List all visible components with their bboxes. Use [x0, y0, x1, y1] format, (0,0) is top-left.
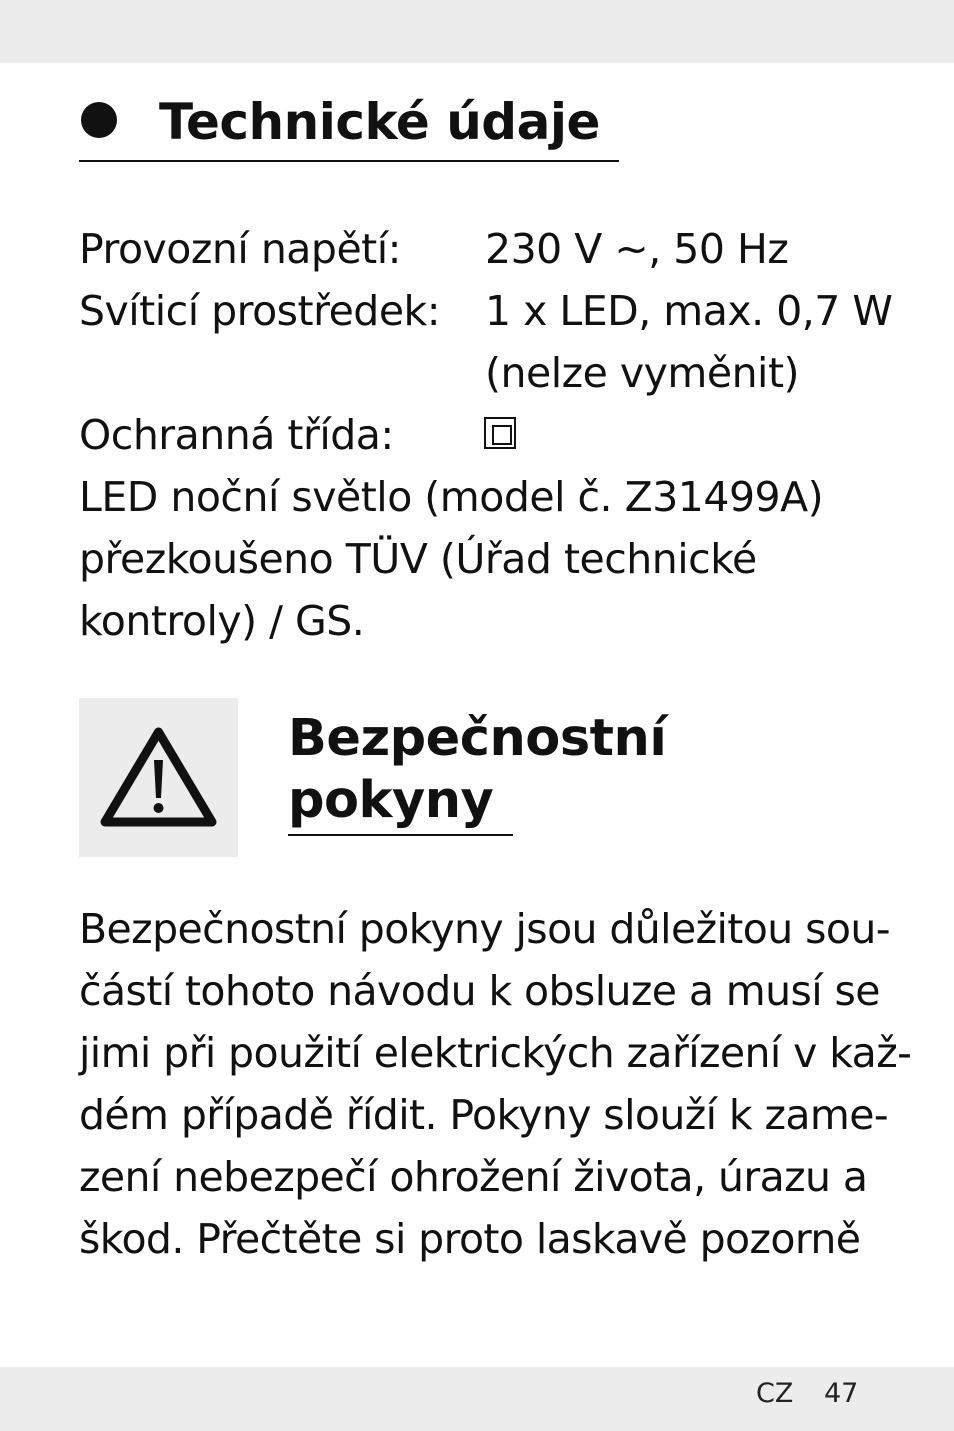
protection-class-label: Ochranná třída:	[79, 411, 394, 459]
section-title: Technické údaje	[159, 93, 600, 151]
paragraph-line: Bezpečnostní pokyny jsou důležitou sou-	[79, 905, 890, 953]
certification-line-1: LED noční světlo (model č. Z31499A)	[79, 473, 824, 521]
warning-triangle-icon	[79, 698, 238, 857]
section-heading-technical-data	[79, 88, 619, 162]
footer-language: CZ	[756, 1378, 794, 1409]
paragraph-line: částí tohoto návodu k obsluze a musí se	[79, 967, 880, 1015]
bullet-icon	[81, 102, 117, 138]
paragraph-line: zení nebezpečí ohrožení života, úrazu a	[79, 1153, 868, 1201]
voltage-value: 230 V ~, 50 Hz	[485, 225, 789, 273]
paragraph-line: jimi při použití elektrických zařízení v kaž-	[79, 1029, 912, 1077]
title-underline	[288, 834, 513, 836]
safety-title-line-2: pokyny	[288, 771, 494, 830]
class-ii-double-square-icon	[484, 417, 516, 449]
safety-title-line-1: Bezpečnostní	[288, 709, 667, 768]
certification-line-3: kontroly) / GS.	[79, 597, 365, 645]
lamp-label: Svíticí prostředek:	[79, 287, 441, 335]
page-number: 47	[824, 1378, 859, 1409]
paragraph-line: dém případě řídit. Pokyny slouží k zame-	[79, 1091, 889, 1139]
paragraph-line: škod. Přečtěte si proto laskavě pozorně	[79, 1215, 861, 1263]
top-band	[0, 0, 954, 63]
footer-band	[0, 1367, 954, 1431]
lamp-value-note: (nelze vyměnit)	[485, 349, 800, 397]
lamp-value: 1 x LED, max. 0,7 W	[485, 287, 893, 335]
warning-box	[79, 698, 238, 857]
voltage-label: Provozní napětí:	[79, 225, 401, 273]
certification-line-2: přezkoušeno TÜV (Úřad technické	[79, 535, 757, 583]
